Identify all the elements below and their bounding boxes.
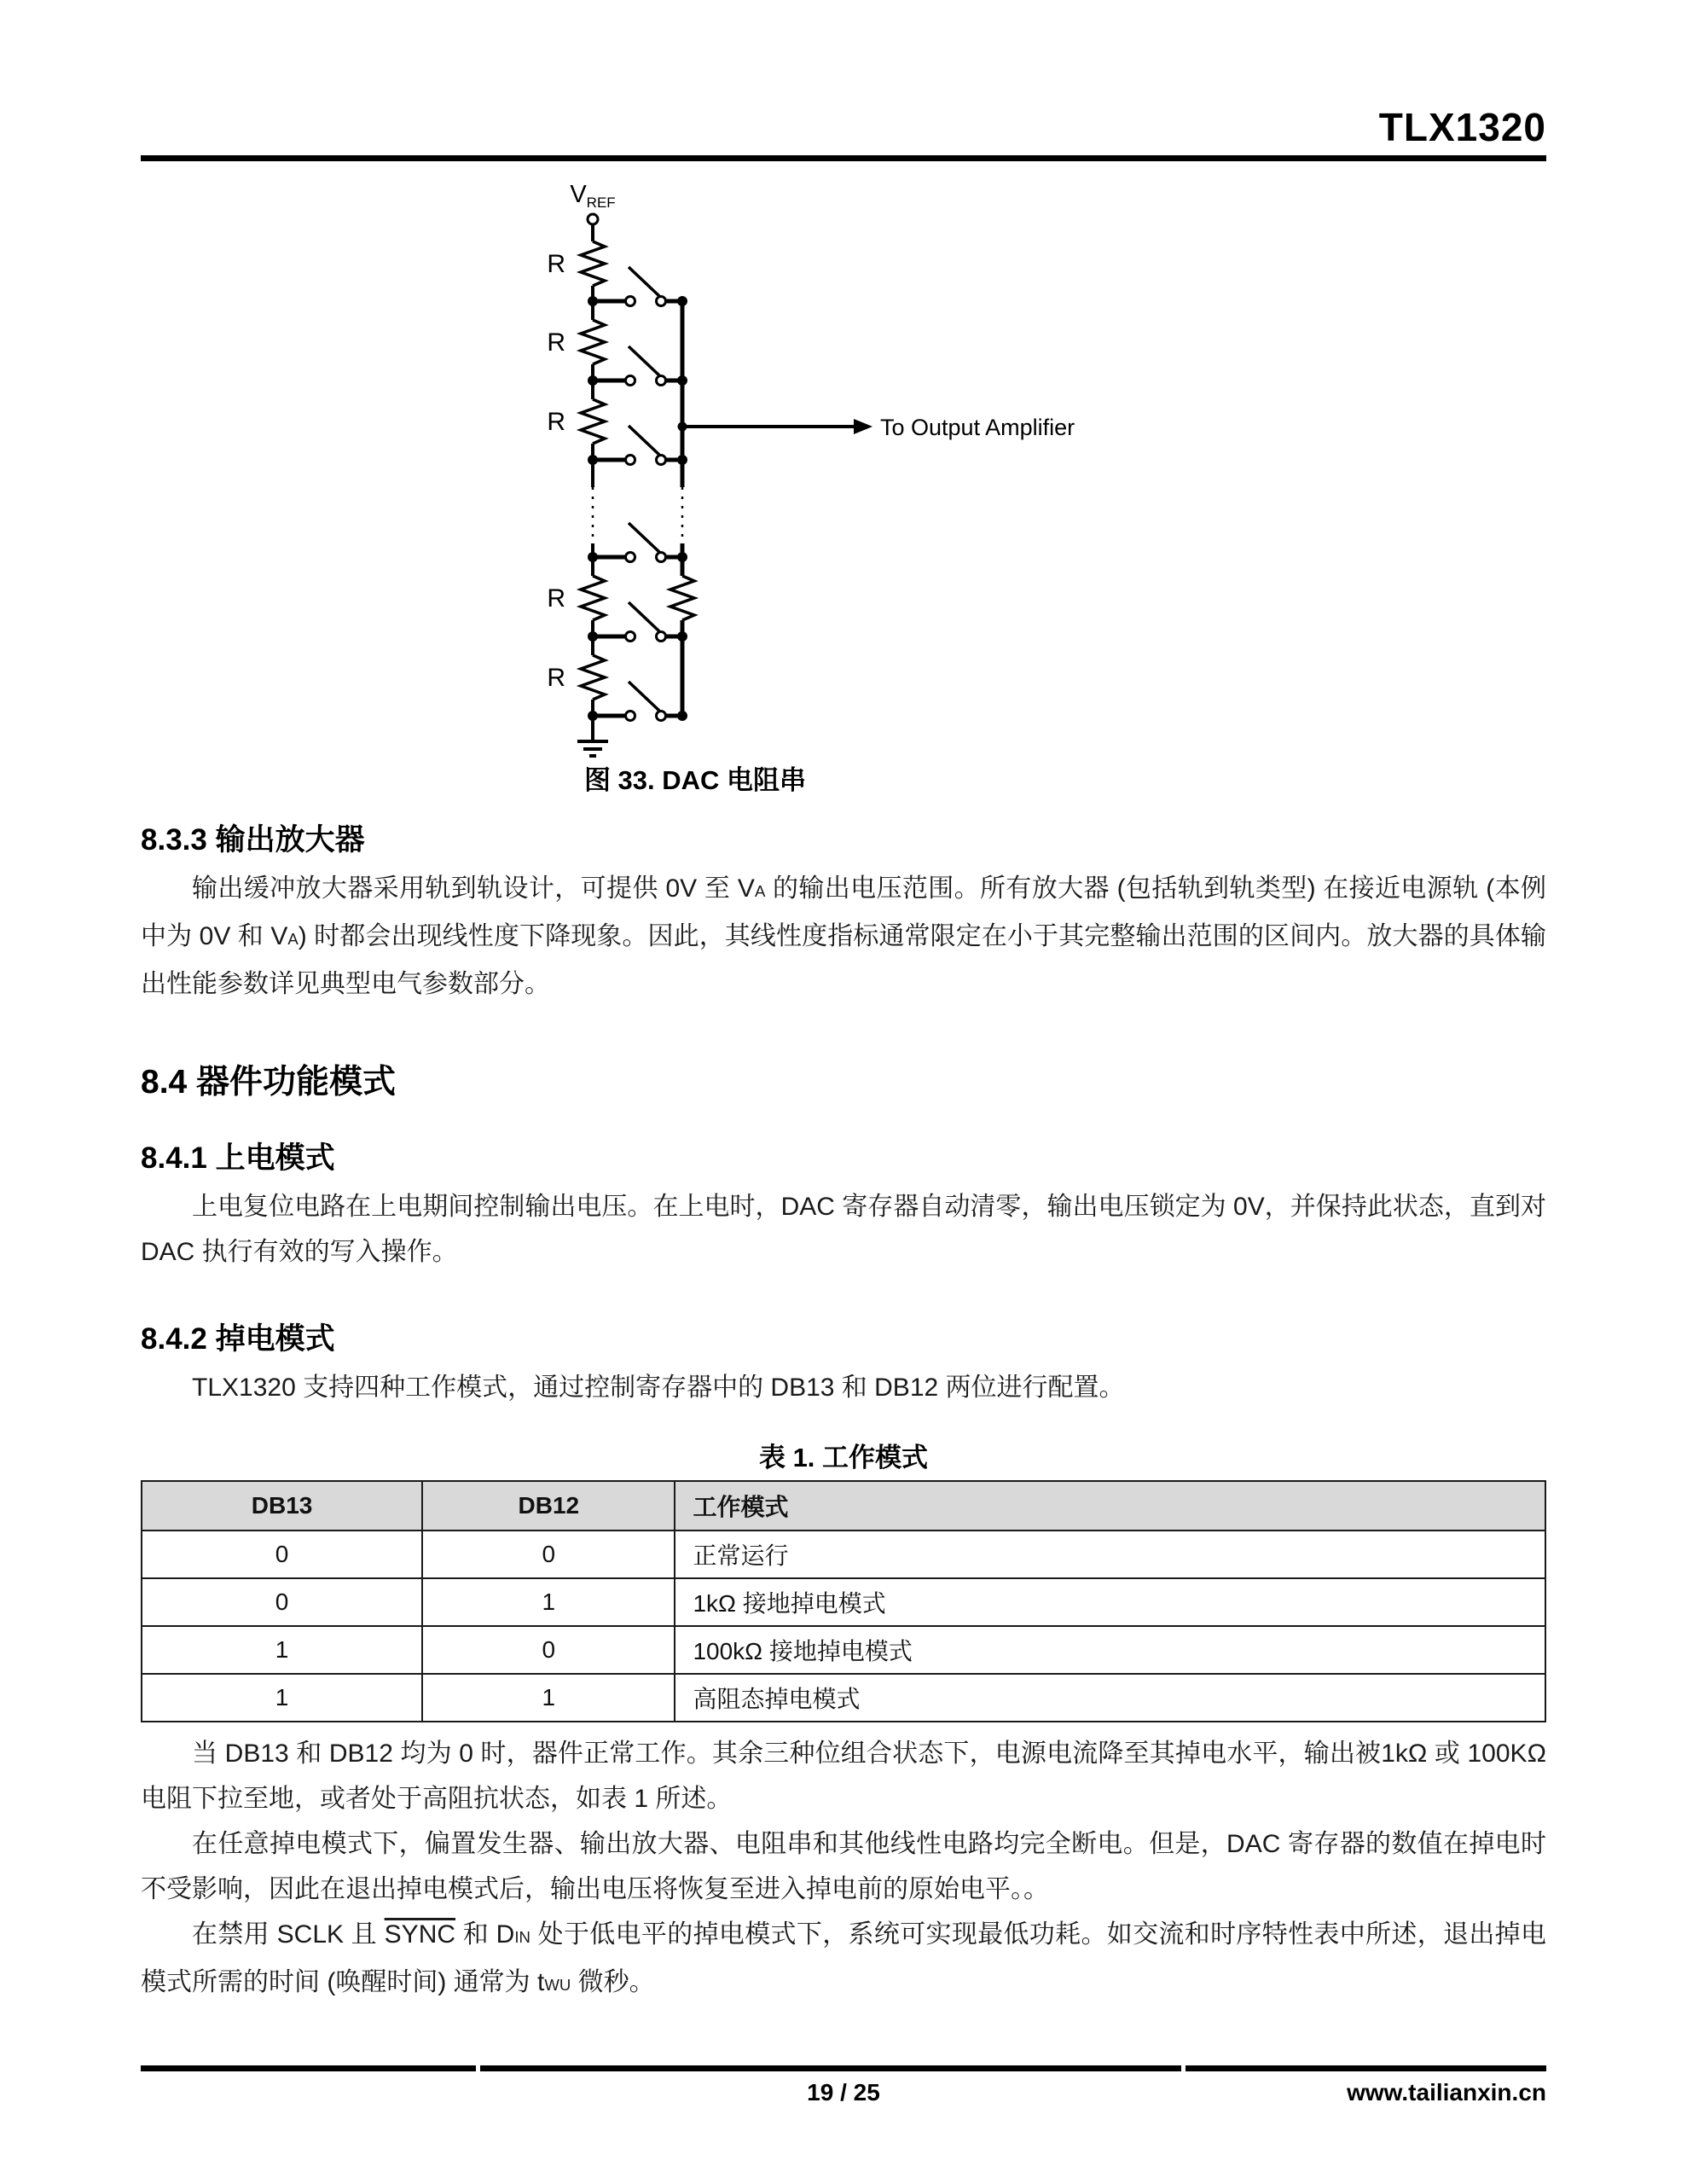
resistor-5 <box>581 655 605 700</box>
footer-rule-gap <box>1181 2065 1186 2071</box>
figure-dac-resistor-string <box>141 175 1546 764</box>
resistor-label-1: R <box>547 250 565 278</box>
footer-website: www.tailianxin.cn <box>1347 2079 1546 2106</box>
table-header-db13: DB13 <box>142 1481 422 1531</box>
text-run: A <box>287 930 299 948</box>
section-8-4-1-title: 8.4.1 上电模式 <box>141 1141 335 1175</box>
table-header-db12: DB12 <box>422 1481 675 1531</box>
switch-4 <box>588 523 687 562</box>
section-8-4-title: 8.4 器件功能模式 <box>141 1064 397 1101</box>
page-footer <box>141 2065 1546 2106</box>
text-run: 微秒。 <box>571 1968 655 1996</box>
power-down-paragraph-2 <box>141 1821 1546 1912</box>
text-run: 的输出电压范围。所有放大器 (包括轨到轨类型) 在接近电源轨 (本例中为 0V 和 V <box>141 874 1546 950</box>
table-body <box>142 1531 1545 1722</box>
table-header-row <box>142 1481 1545 1531</box>
footer-rule-gap <box>476 2065 480 2071</box>
table-row <box>142 1626 1545 1674</box>
output-arrow <box>678 419 873 434</box>
operating-modes-table <box>141 1480 1546 1722</box>
table-cell: 高阻态掉电模式 <box>675 1674 1545 1722</box>
table-row <box>142 1674 1545 1722</box>
text-run: SYNC <box>384 1920 456 1949</box>
table-cell: 1kΩ 接地掉电模式 <box>675 1578 1545 1626</box>
table-cell: 1 <box>422 1578 675 1626</box>
resistor-2 <box>581 320 605 364</box>
vref-terminal <box>588 214 598 224</box>
table-cell: 1 <box>142 1626 422 1674</box>
text-run: 当 DB13 和 DB12 均为 0 时，器件正常工作。其余三种位组合状态下，电源电流降至其掉电水平，输出被1kΩ 或 100KΩ 电阻下拉至地，或者处于高阻抗状态，如表 1 所述。 <box>141 1740 1546 1813</box>
resistor-1 <box>581 241 605 286</box>
table-cell: 0 <box>422 1531 675 1578</box>
resistor-label-5: R <box>547 664 565 692</box>
text-run: IN <box>514 1928 530 1946</box>
table-cell: 0 <box>422 1626 675 1674</box>
section-8-4-2-paragraph <box>141 1365 1546 1410</box>
page-title: TLX1320 <box>1378 105 1546 149</box>
table-cell: 0 <box>142 1531 422 1578</box>
ground-symbol <box>577 741 608 756</box>
switch-2 <box>588 346 687 386</box>
resistor-label-3: R <box>547 408 565 436</box>
switch-3 <box>588 426 687 465</box>
section-8-3-3-title: 8.3.3 输出放大器 <box>141 823 365 857</box>
resistor-label-2: R <box>547 328 565 357</box>
table-caption: 表 1. 工作模式 <box>758 1443 929 1472</box>
text-run: A <box>754 882 766 900</box>
header-rule <box>141 155 1546 161</box>
table-row <box>142 1578 1545 1626</box>
text-run: 输出缓冲放大器采用轨到轨设计，可提供 0V 至 V <box>192 874 755 903</box>
section-8-4-2-title: 8.4.2 掉电模式 <box>141 1322 335 1356</box>
table-header-mode: 工作模式 <box>675 1481 1545 1531</box>
table-cell: 正常运行 <box>675 1531 1545 1578</box>
switch-1 <box>588 267 687 306</box>
text-run: 和 D <box>455 1920 515 1949</box>
text-run: WU <box>544 1976 571 1994</box>
section-8-4-1-paragraph <box>141 1184 1546 1275</box>
resistor-label-4: R <box>547 584 565 613</box>
bus-resistor <box>670 576 694 620</box>
text-run: 上电复位电路在上电期间控制输出电压。在上电时，DAC 寄存器自动清零，输出电压锁定为 0V，并保持此状态，直到对 DAC 执行有效的写入操作。 <box>141 1193 1546 1266</box>
text-run: ) 时都会出现线性度下降现象。因此，其线性度指标通常限定在小于其完整输出范围的区间内。放大器的具体输出性能参数详见典型电气参数部分。 <box>141 922 1546 998</box>
table-row <box>142 1531 1545 1578</box>
power-down-paragraph-3 <box>141 1912 1546 2007</box>
table-cell: 100kΩ 接地掉电模式 <box>675 1626 1545 1674</box>
power-down-paragraph-1 <box>141 1731 1546 1821</box>
figure-caption: 图 33. DAC 电阻串 <box>583 765 807 795</box>
table-cell: 1 <box>422 1674 675 1722</box>
section-8-3-3-paragraph <box>141 866 1546 1007</box>
resistor-3 <box>581 399 605 444</box>
vref-label: VREF <box>570 181 616 211</box>
text-run: TLX1320 支持四种工作模式，通过控制寄存器中的 DB13 和 DB12 两位进行配置。 <box>192 1374 1125 1402</box>
table-cell: 0 <box>142 1578 422 1626</box>
switch-6 <box>588 682 687 721</box>
dac-resistor-string-diagram <box>465 175 1113 764</box>
text-run: 处于低电平的掉电模式下，系统可实现最低功耗。如交流和时序特性表中所述，退出掉电模式所需的时间 (唤醒时间) 通常为 t <box>141 1920 1547 1996</box>
footer-rule <box>141 2065 1546 2071</box>
resistor-4 <box>581 576 605 620</box>
text-run: 在禁用 SCLK 且 <box>192 1920 385 1949</box>
output-amplifier-label: To Output Amplifier <box>880 415 1075 440</box>
text-run: 在任意掉电模式下，偏置发生器、输出放大器、电阻串和其他线性电路均完全断电。但是，DAC 寄存器的数值在掉电时不受影响，因此在退出掉电模式后，输出电压将恢复至进入掉电前的原始电平。。 <box>141 1830 1546 1903</box>
table-cell: 1 <box>142 1674 422 1722</box>
page-number: 19 / 25 <box>807 2079 880 2106</box>
footer-row <box>141 2079 1546 2106</box>
